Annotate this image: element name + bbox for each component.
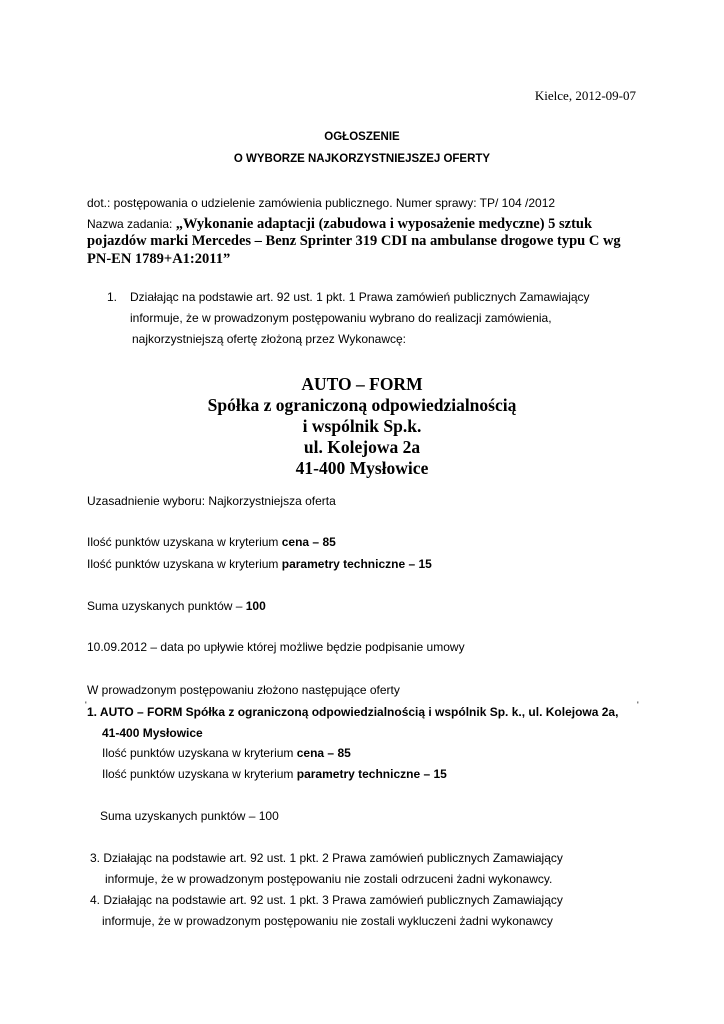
case-reference: dot.: postępowania o udzielenie zamówienia publicznego. Numer sprawy: TP/ 104 /2012 — [87, 196, 556, 210]
point1-line3: najkorzystniejszą ofertę złożoną przez Wykonawcę: — [132, 332, 407, 346]
margin-tick-right: ' — [637, 700, 639, 710]
signing-date: 10.09.2012 – data po upływie której możliwe będzie podpisanie umowy — [87, 640, 465, 654]
offer1-line2: 41-400 Mysłowice — [102, 726, 203, 740]
score-tech-label: Ilość punktów uzyskana w kryterium — [87, 557, 282, 571]
offer1-tech — [102, 767, 447, 781]
score-sum-value: 100 — [245, 599, 266, 613]
offer1-price-label: Ilość punktów uzyskana w kryterium — [102, 746, 297, 760]
offers-header: W prowadzonym postępowaniu złożono następujące oferty — [87, 683, 400, 697]
offer1-line1: 1. AUTO – FORM Spółka z ograniczoną odpowiedzialnością i wspólnik Sp. k., ul. Kolejowa 2a, — [87, 705, 619, 719]
justification: Uzasadnienie wyboru: Najkorzystniejsza oferta — [87, 494, 336, 508]
score-tech-value: parametry techniczne – 15 — [281, 557, 432, 571]
task-name-line3: PN-EN 1789+A1:2011” — [87, 251, 231, 267]
task-name-line2: pojazdów marki Mercedes – Benz Sprinter 319 CDI na ambulanse drogowe typu C wg — [87, 233, 621, 249]
document-title: OGŁOSZENIE — [324, 131, 400, 143]
offer1-price-value: cena – 85 — [296, 746, 351, 760]
point3-line1: 3. Działając na podstawie art. 92 ust. 1 pkt. 2 Prawa zamówień publicznych Zamawiający — [90, 851, 563, 865]
winner-name: AUTO – FORM — [301, 374, 423, 394]
point3-line2: informuje, że w prowadzonym postępowaniu nie zostali odrzuceni żadni wykonawcy. — [105, 872, 553, 886]
score-sum-label: Suma uzyskanych punktów – — [87, 599, 246, 613]
winner-partner: i wspólnik Sp.k. — [302, 416, 422, 436]
score-price-label: Ilość punktów uzyskana w kryterium — [87, 535, 282, 549]
task-name-label: Nazwa zadania: — [87, 217, 176, 231]
offer1-price — [102, 746, 351, 760]
score-tech — [87, 557, 432, 571]
point1-number: 1. — [107, 290, 118, 304]
document-subtitle: O WYBORZE NAJKORZYSTNIEJSZEJ OFERTY — [233, 153, 491, 165]
score-price-value: cena – 85 — [281, 535, 336, 549]
task-name-line1: „Wykonanie adaptacji (zabudowa i wyposażenie medyczne) 5 sztuk — [175, 216, 593, 232]
score-price — [87, 535, 336, 549]
point4-line1: 4. Działając na podstawie art. 92 ust. 1 pkt. 3 Prawa zamówień publicznych Zamawiający — [90, 893, 563, 907]
offer1-tech-label: Ilość punktów uzyskana w kryterium — [102, 767, 297, 781]
document-date: Kielce, 2012-09-07 — [534, 88, 636, 103]
point1-line1: Działając na podstawie art. 92 ust. 1 pkt. 1 Prawa zamówień publicznych Zamawiający — [130, 290, 590, 304]
point4-line2: informuje, że w prowadzonym postępowaniu nie zostali wykluczeni żadni wykonawcy — [102, 914, 553, 928]
winner-street: ul. Kolejowa 2a — [303, 437, 421, 457]
point1-line2: informuje, że w prowadzonym postępowaniu wybrano do realizacji zamówienia, — [130, 311, 552, 325]
winner-company-type: Spółka z ograniczoną odpowiedzialnością — [207, 395, 517, 415]
margin-tick-left: ' — [85, 700, 87, 710]
offer1-sum: Suma uzyskanych punktów – 100 — [100, 809, 279, 823]
offer1-tech-value: parametry techniczne – 15 — [296, 767, 447, 781]
score-sum — [87, 599, 266, 613]
task-name — [87, 215, 592, 233]
winner-city: 41-400 Mysłowice — [295, 458, 429, 478]
